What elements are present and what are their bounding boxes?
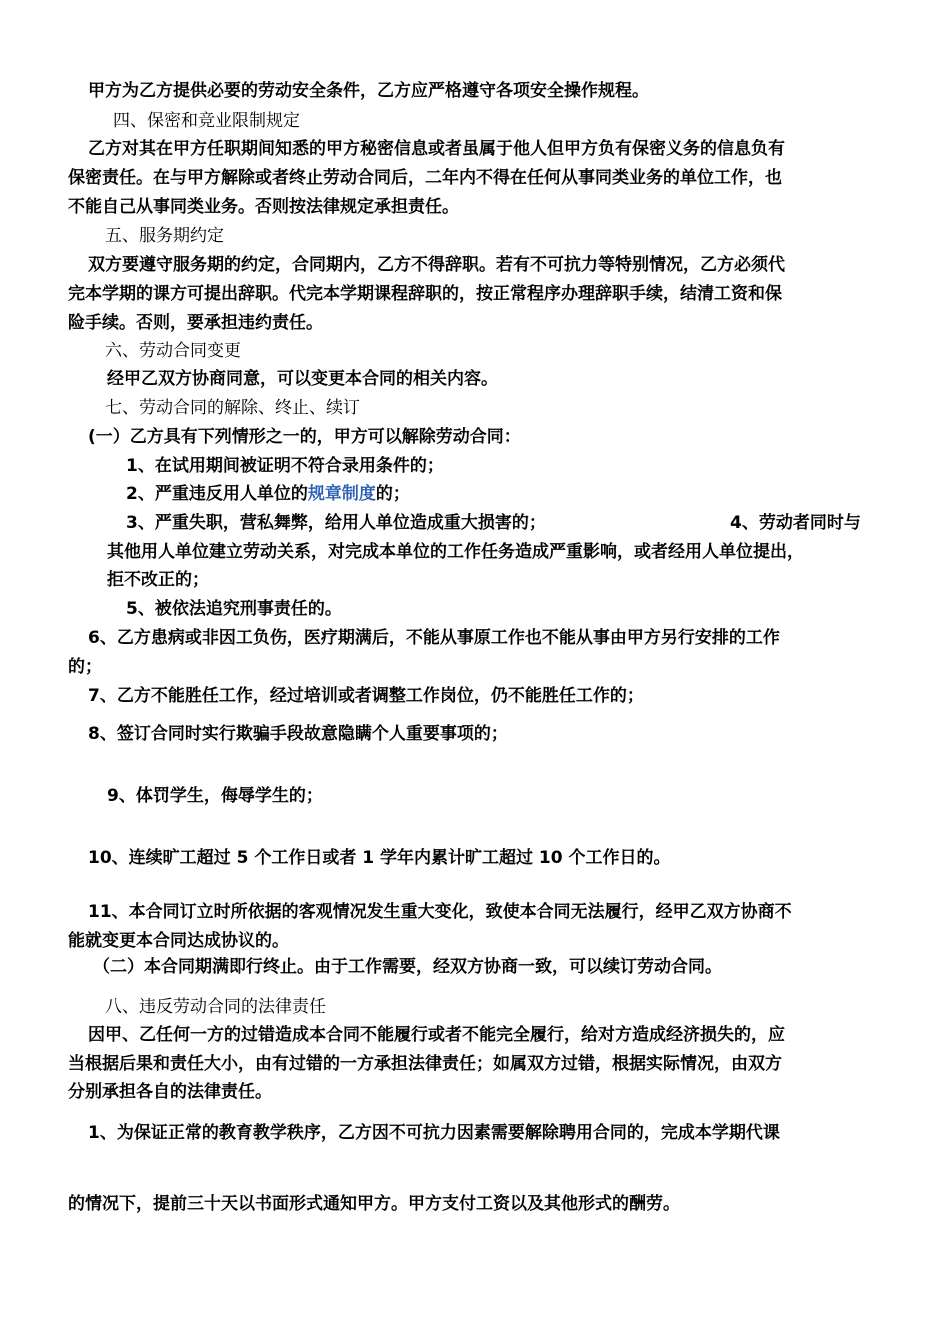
item-5: 5、被依法追究刑事责任的。 [126,599,342,619]
section-6-paragraph: 经甲乙双方协商同意，可以变更本合同的相关内容。 [107,369,498,389]
section-4-heading: 四、保密和竞业限制规定 [113,111,300,131]
item-4-line-2: 其他用人单位建立劳动关系，对完成本单位的工作任务造成严重影响，或者经用人单位提出， [107,542,804,562]
section-4-paragraph-line-3: 不能自己从事同类业务。否则按法律规定承担责任。 [68,197,459,217]
subsection-2-paragraph: （二）本合同期满即行终止。由于工作需要，经双方协商一致，可以续订劳动合同。 [93,957,722,977]
subsection-1-heading: (一）乙方具有下列情形之一的，甲方可以解除劳动合同： [88,427,521,447]
section-7-heading: 七、劳动合同的解除、终止、续订 [105,398,360,418]
section-8-heading: 八、违反劳动合同的法律责任 [105,997,326,1017]
section-4-paragraph-line-2: 保密责任。在与甲方解除或者终止劳动合同后，二年内不得在任何从事同类业务的单位工作，也 [68,168,782,188]
item-8: 8、签订合同时实行欺骗手段故意隐瞒个人重要事项的； [88,724,508,744]
section-8-paragraph-line-1: 因甲、乙任何一方的过错造成本合同不能履行或者不能完全履行，给对方造成经济损失的，应 [88,1025,785,1045]
item-1: 1、在试用期间被证明不符合录用条件的； [126,456,444,476]
section-4-paragraph-line-1: 乙方对其在甲方任职期间知悉的甲方秘密信息或者虽属于他人但甲方负有保密义务的信息负有 [88,139,785,159]
item-6-line-2: 的； [68,657,102,677]
item-4-line-1: 4、劳动者同时与 [730,513,861,533]
item-7: 7、乙方不能胜任工作，经过培训或者调整工作岗位，仍不能胜任工作的； [88,686,644,706]
rules-regulations-link[interactable]: 规章制度 [307,484,376,504]
item-10: 10、连续旷工超过 5 个工作日或者 1 学年内累计旷工超过 10 个工作日的。 [88,848,671,868]
item-9: 9、体罚学生，侮辱学生的； [107,786,323,806]
item-6-line-1: 6、乙方患病或非因工负伤，医疗期满后，不能从事原工作也不能从事由甲方另行安排的工作 [88,628,780,648]
item-3: 3、严重失职，营私舞弊，给用人单位造成重大损害的； [126,513,546,533]
safety-clause-line: 甲方为乙方提供必要的劳动安全条件，乙方应严格遵守各项安全操作规程。 [88,81,649,101]
item-2-text-b: 的； [375,484,410,504]
clause-1-line-2: 的情况下，提前三十天以书面形式通知甲方。甲方支付工资以及其他形式的酬劳。 [68,1194,680,1214]
section-6-heading: 六、劳动合同变更 [105,341,241,361]
item-2-text-a: 2、严重违反用人单位的 [126,484,308,504]
item-11-line-2: 能就变更本合同达成协议的。 [68,931,289,951]
section-8-paragraph-line-3: 分别承担各自的法律责任。 [68,1082,272,1102]
clause-1-line-1: 1、为保证正常的教育教学秩序，乙方因不可抗力因素需要解除聘用合同的，完成本学期代课 [88,1123,780,1143]
item-11-line-1: 11、本合同订立时所依据的客观情况发生重大变化，致使本合同无法履行，经甲乙双方协商不 [88,902,792,922]
section-8-paragraph-line-2: 当根据后果和责任大小，由有过错的一方承担法律责任；如属双方过错，根据实际情况，由双方 [68,1054,782,1074]
item-4-line-3: 拒不改正的； [107,570,209,590]
section-5-paragraph-line-3: 险手续。否则，要承担违约责任。 [68,313,323,333]
section-5-paragraph-line-2: 完本学期的课方可提出辞职。代完本学期课程辞职的，按正常程序办理辞职手续，结清工资和保 [68,284,782,304]
section-5-paragraph-line-1: 双方要遵守服务期的约定，合同期内，乙方不得辞职。若有不可抗力等特别情况，乙方必须代 [88,255,785,275]
section-5-heading: 五、服务期约定 [105,226,224,246]
item-2 [126,482,410,506]
